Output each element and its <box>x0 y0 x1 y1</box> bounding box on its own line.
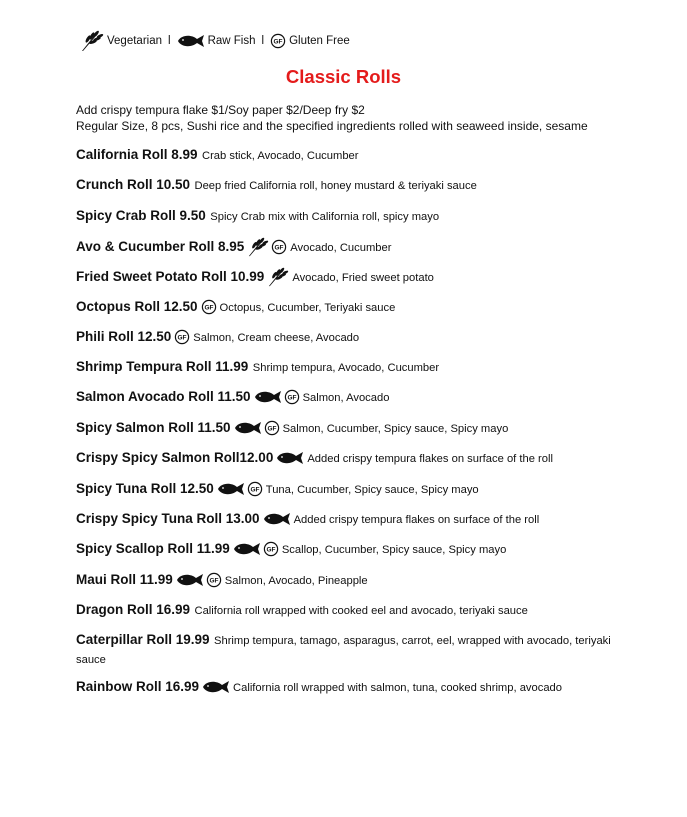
menu-item <box>76 328 631 347</box>
vegetarian-icon <box>247 237 269 257</box>
menu-item-icons <box>246 237 288 257</box>
gluten-free-mark: GF <box>287 394 297 402</box>
menu-item-description: Avocado, Cucumber <box>290 242 392 255</box>
menu-item-name: Crispy Spicy Salmon Roll12.00 <box>76 450 274 465</box>
menu-item-description: Added crispy tempura flakes on surface of the roll <box>293 514 540 526</box>
menu-item-name: Fried Sweet Potato Roll 10.99 <box>76 269 265 285</box>
intro <box>76 102 676 134</box>
gluten-free-mark: GF <box>267 425 277 433</box>
menu-item-name: Rainbow Roll 16.99 <box>76 679 200 694</box>
menu-item-icons <box>216 481 264 497</box>
gluten-free-icon <box>201 299 217 315</box>
menu-item-icons <box>201 680 231 694</box>
menu-item-name: Maui Roll 11.99 <box>76 572 173 587</box>
menu-item-icons <box>266 267 290 287</box>
raw-fish-icon <box>276 451 304 465</box>
intro-line-2: Regular Size, 8 pcs, Sushi rice and the specified ingredients rolled with seaweed inside, sesame <box>76 119 588 133</box>
raw-fish-icon <box>233 542 261 556</box>
gluten-free-icon <box>270 33 286 49</box>
menu-item-name: Crispy Spicy Tuna Roll 13.00 <box>76 511 260 526</box>
raw-fish-icon <box>202 680 230 694</box>
gluten-free-mark: GF <box>177 334 187 342</box>
menu-item-description: California roll wrapped with salmon, tuna, cooked shrimp, avocado <box>233 682 562 694</box>
menu-item-icons <box>262 512 292 526</box>
gluten-free-mark: GF <box>209 577 219 585</box>
menu-item <box>76 510 631 529</box>
gluten-free-mark: GF <box>273 38 283 46</box>
menu-item-name: Caterpillar Roll 19.99 <box>76 632 210 647</box>
intro-line-1: Add crispy tempura flake $1/Soy paper $2/Deep fry $2 <box>76 103 365 117</box>
raw-fish-icon <box>177 34 205 48</box>
menu-item-icons <box>275 451 305 465</box>
menu-item <box>76 176 631 195</box>
gluten-free-icon <box>174 329 190 345</box>
menu-item <box>76 571 631 590</box>
gluten-free-icon <box>284 389 300 405</box>
menu-item <box>76 419 631 438</box>
menu-item-description: Deep fried California roll, honey mustard & teriyaki sauce <box>194 180 477 192</box>
menu-item-description: Tuna, Cucumber, Spicy sauce, Spicy mayo <box>265 484 479 496</box>
menu-item-icons <box>173 329 191 345</box>
menu-item-name: California Roll 8.99 <box>76 147 198 162</box>
legend-separator: l <box>168 35 171 47</box>
gluten-free-icon <box>247 481 263 497</box>
vegetarian-icon <box>80 30 104 52</box>
menu-item-description: Salmon, Avocado, Pineapple <box>224 575 368 587</box>
menu-item-description: Shrimp tempura, tamago, asparagus, carrot, eel, wrapped with avocado, teriyaki sauce <box>76 635 611 666</box>
raw-fish-icon <box>263 512 291 526</box>
menu-item-description: Added crispy tempura flakes on surface of the roll <box>307 453 553 465</box>
raw-fish-icon <box>254 390 282 404</box>
menu-item <box>76 298 631 317</box>
menu-item-name: Avo & Cucumber Roll 8.95 <box>76 239 245 255</box>
menu-item <box>76 480 631 499</box>
menu-item-description: Salmon, Cucumber, Spicy sauce, Spicy mayo <box>282 423 509 435</box>
gluten-free-icon <box>271 239 287 255</box>
menu-item-name: Spicy Tuna Roll 12.50 <box>76 481 214 496</box>
legend-separator: l <box>261 35 265 47</box>
menu-item <box>76 146 631 165</box>
menu-item <box>76 267 631 287</box>
menu-item-description: Octopus, Cucumber, Teriyaki sauce <box>219 302 396 314</box>
menu-item-description: Spicy Crab mix with California roll, spicy mayo <box>210 211 440 223</box>
menu-item <box>76 358 631 377</box>
menu-item-name: Salmon Avocado Roll 11.50 <box>76 389 251 404</box>
menu-item-icons <box>253 389 301 405</box>
menu-item-description: Crab stick, Avocado, Cucumber <box>202 150 359 162</box>
menu-item-icons <box>233 420 281 436</box>
legend-vegetarian-label: Vegetarian <box>107 35 162 47</box>
menu-item-description: Avocado, Fried sweet potato <box>292 272 434 285</box>
legend-raw-fish-label: Raw Fish <box>207 35 256 47</box>
menu-item-name: Shrimp Tempura Roll 11.99 <box>76 359 249 374</box>
gluten-free-mark: GF <box>204 304 214 312</box>
legend-gluten-free-label: Gluten Free <box>289 35 350 47</box>
menu-item-name: Dragon Roll 16.99 <box>76 602 191 617</box>
menu-item-name: Octopus Roll 12.50 <box>76 299 198 314</box>
legend <box>80 30 354 52</box>
menu-item-name: Spicy Scallop Roll 11.99 <box>76 541 230 556</box>
menu-item <box>76 449 631 468</box>
gluten-free-icon <box>206 572 222 588</box>
gluten-free-mark: GF <box>266 546 276 554</box>
menu-item-icons <box>175 572 223 588</box>
gluten-free-mark: GF <box>274 244 284 252</box>
menu-item-name: Spicy Crab Roll 9.50 <box>76 208 206 223</box>
menu-item-description: California roll wrapped with cooked eel and avocado, teriyaki sauce <box>194 605 528 617</box>
section-title: Classic Rolls <box>285 66 402 87</box>
menu-item-name: Crunch Roll 10.50 <box>76 177 191 192</box>
menu-item <box>76 631 631 669</box>
gluten-free-icon <box>263 541 279 557</box>
menu-item <box>76 237 631 257</box>
menu-item <box>76 207 631 226</box>
menu-item <box>76 388 631 407</box>
gluten-free-mark: GF <box>250 486 260 494</box>
menu-item <box>76 678 631 697</box>
menu-item-icons <box>232 541 280 557</box>
gluten-free-icon <box>264 420 280 436</box>
menu-item-description: Salmon, Cream cheese, Avocado <box>193 332 360 344</box>
vegetarian-icon <box>267 267 289 287</box>
menu-item-name: Spicy Salmon Roll 11.50 <box>76 420 231 435</box>
raw-fish-icon <box>217 482 245 496</box>
menu-item-icons <box>200 299 218 315</box>
raw-fish-icon <box>234 421 262 435</box>
menu-item-description: Shrimp tempura, Avocado, Cucumber <box>252 362 440 374</box>
menu-item-name: Phili Roll 12.50 <box>76 329 172 344</box>
menu-item-description: Salmon, Avocado <box>302 392 390 404</box>
menu-item-description: Scallop, Cucumber, Spicy sauce, Spicy mayo <box>281 544 507 556</box>
raw-fish-icon <box>176 573 204 587</box>
menu-item <box>76 601 631 620</box>
menu-item <box>76 540 631 559</box>
